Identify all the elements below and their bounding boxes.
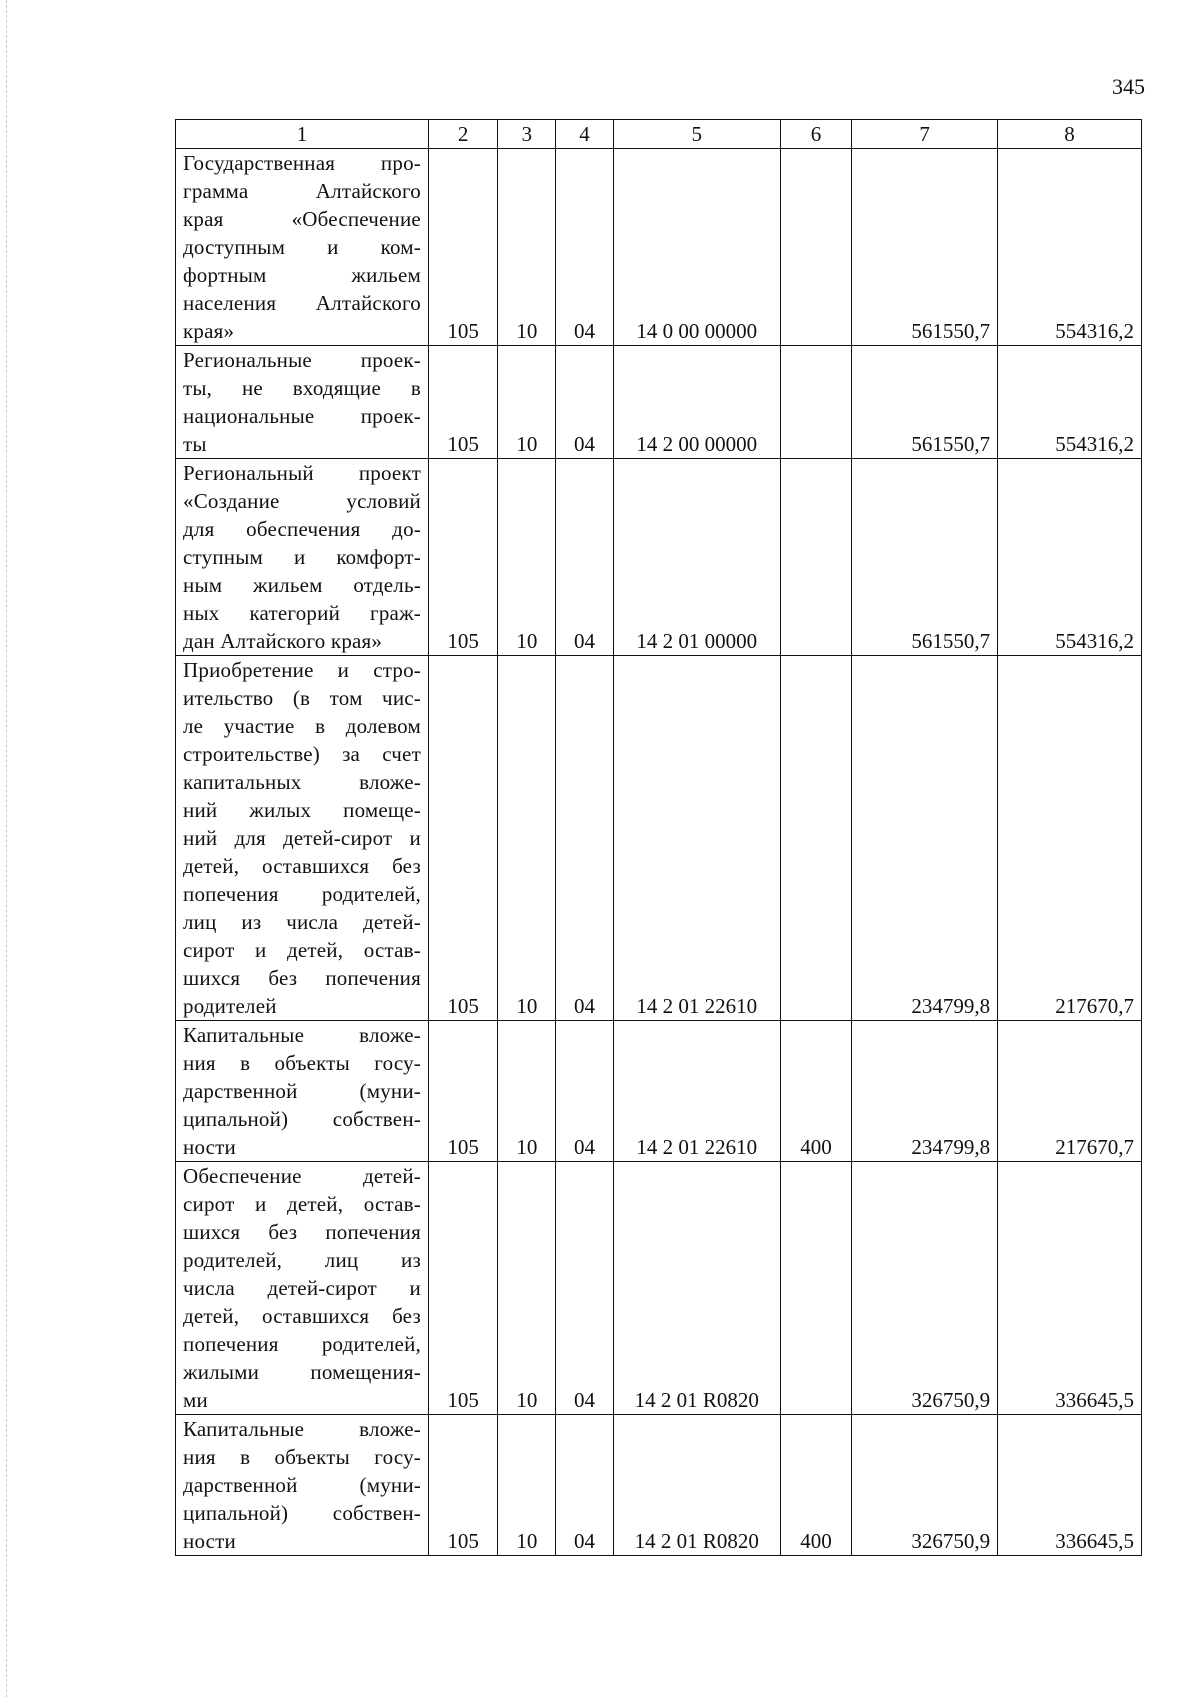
row-name-line: дарственной (муни- <box>183 1473 421 1497</box>
ministry-code-cell: 105 <box>428 1021 497 1162</box>
target-article-cell: 14 2 01 00000 <box>613 459 780 656</box>
row-name-line: Региональный проект <box>183 461 421 485</box>
column-header-8: 8 <box>998 120 1142 149</box>
expense-type-cell <box>780 346 851 459</box>
row-name-line: ний жилых помеще- <box>183 798 421 822</box>
amount-year-1-cell: 561550,7 <box>852 346 998 459</box>
amount-year-2-cell: 217670,7 <box>998 656 1142 1021</box>
expense-type-cell <box>780 1162 851 1415</box>
row-name-line: для обеспечения до- <box>183 517 421 541</box>
row-name-line: Государственная про- <box>183 151 421 175</box>
row-name-line: попечения родителей, <box>183 1332 421 1356</box>
section-code-cell: 10 <box>498 1021 556 1162</box>
amount-year-1-cell: 561550,7 <box>852 459 998 656</box>
row-name-line: родителей <box>183 994 277 1018</box>
row-name-line: ительство (в том чис- <box>183 686 421 710</box>
column-header-4: 4 <box>556 120 613 149</box>
table-row <box>176 149 1142 346</box>
row-name-line: ты <box>183 432 207 456</box>
row-name-line: сирот и детей, остав- <box>183 938 421 962</box>
row-name-line: ности <box>183 1529 236 1553</box>
row-name-line: шихся без попечения <box>183 966 421 990</box>
amount-year-1-cell: 326750,9 <box>852 1415 998 1556</box>
subsection-code-cell: 04 <box>556 1415 613 1556</box>
row-name-line: Приобретение и стро- <box>183 658 421 682</box>
ministry-code-cell: 105 <box>428 459 497 656</box>
row-name-cell <box>176 149 429 346</box>
row-name-line: шихся без попечения <box>183 1220 421 1244</box>
table-row <box>176 1021 1142 1162</box>
expense-type-cell <box>780 656 851 1021</box>
row-name-line: ты, не входящие в <box>183 376 421 400</box>
subsection-code-cell: 04 <box>556 346 613 459</box>
row-name-line: ния в объекты госу- <box>183 1051 421 1075</box>
row-name-cell <box>176 656 429 1021</box>
subsection-code-cell: 04 <box>556 1162 613 1415</box>
row-name-line: ле участие в долевом <box>183 714 421 738</box>
row-name-line: края» <box>183 319 235 343</box>
amount-year-1-cell: 234799,8 <box>852 1021 998 1162</box>
ministry-code-cell: 105 <box>428 1162 497 1415</box>
row-name-line: края «Обеспечение <box>183 207 421 231</box>
column-header-2: 2 <box>428 120 497 149</box>
row-name-cell <box>176 1021 429 1162</box>
subsection-code-cell: 04 <box>556 656 613 1021</box>
row-name-line: родителей, лиц из <box>183 1248 421 1272</box>
row-name-cell <box>176 346 429 459</box>
row-name-line: доступным и ком- <box>183 235 421 259</box>
scan-edge-line <box>6 0 7 1697</box>
amount-year-2-cell: 554316,2 <box>998 149 1142 346</box>
ministry-code-cell: 105 <box>428 149 497 346</box>
amount-year-2-cell: 554316,2 <box>998 459 1142 656</box>
ministry-code-cell: 105 <box>428 1415 497 1556</box>
target-article-cell: 14 2 01 22610 <box>613 656 780 1021</box>
amount-year-2-cell: 554316,2 <box>998 346 1142 459</box>
section-code-cell: 10 <box>498 1162 556 1415</box>
row-name-line: грамма Алтайского <box>183 179 421 203</box>
row-name-line: лиц из числа детей- <box>183 910 421 934</box>
ministry-code-cell: 105 <box>428 656 497 1021</box>
table-row <box>176 1162 1142 1415</box>
amount-year-1-cell: 561550,7 <box>852 149 998 346</box>
expense-type-cell: 400 <box>780 1021 851 1162</box>
expense-type-cell: 400 <box>780 1415 851 1556</box>
amount-year-1-cell: 234799,8 <box>852 656 998 1021</box>
column-header-5: 5 <box>613 120 780 149</box>
row-name-line: ным жильем отдель- <box>183 573 421 597</box>
column-header-3: 3 <box>498 120 556 149</box>
row-name-line: детей, оставшихся без <box>183 854 421 878</box>
row-name-line: дарственной (муни- <box>183 1079 421 1103</box>
amount-year-2-cell: 217670,7 <box>998 1021 1142 1162</box>
section-code-cell: 10 <box>498 656 556 1021</box>
row-name-line: ний для детей-сирот и <box>183 826 421 850</box>
expense-type-cell <box>780 459 851 656</box>
expense-type-cell <box>780 149 851 346</box>
ministry-code-cell: 105 <box>428 346 497 459</box>
target-article-cell: 14 2 01 R0820 <box>613 1415 780 1556</box>
row-name-line: ципальной) собствен- <box>183 1107 421 1131</box>
target-article-cell: 14 2 01 22610 <box>613 1021 780 1162</box>
table-row <box>176 656 1142 1021</box>
table-row <box>176 459 1142 656</box>
row-name-cell <box>176 1415 429 1556</box>
row-name-line: детей, оставшихся без <box>183 1304 421 1328</box>
target-article-cell: 14 2 01 R0820 <box>613 1162 780 1415</box>
row-name-line: ципальной) собствен- <box>183 1501 421 1525</box>
page-number: 345 <box>1112 74 1145 99</box>
budget-table <box>175 119 1142 1556</box>
section-code-cell: 10 <box>498 346 556 459</box>
subsection-code-cell: 04 <box>556 1021 613 1162</box>
row-name-line: фортным жильем <box>183 263 421 287</box>
amount-year-2-cell: 336645,5 <box>998 1162 1142 1415</box>
row-name-line: ми <box>183 1388 208 1412</box>
section-code-cell: 10 <box>498 1415 556 1556</box>
row-name-cell <box>176 459 429 656</box>
row-name-line: строительстве) за счет <box>183 742 421 766</box>
row-name-line: населения Алтайского <box>183 291 421 315</box>
target-article-cell: 14 2 00 00000 <box>613 346 780 459</box>
row-name-line: дан Алтайского края» <box>183 629 383 653</box>
row-name-line: попечения родителей, <box>183 882 421 906</box>
row-name-line: жилыми помещения- <box>183 1360 421 1384</box>
table-body <box>176 149 1142 1556</box>
row-name-line: ности <box>183 1135 236 1159</box>
row-name-line: капитальных вложе- <box>183 770 421 794</box>
row-name-line: числа детей-сирот и <box>183 1276 421 1300</box>
table-row <box>176 1415 1142 1556</box>
section-code-cell: 10 <box>498 459 556 656</box>
target-article-cell: 14 0 00 00000 <box>613 149 780 346</box>
row-name-line: Региональные проек- <box>183 348 421 372</box>
header-row <box>176 120 1142 149</box>
column-header-6: 6 <box>780 120 851 149</box>
amount-year-1-cell: 326750,9 <box>852 1162 998 1415</box>
row-name-line: Капитальные вложе- <box>183 1023 421 1047</box>
row-name-line: ных категорий граж- <box>183 601 421 625</box>
amount-year-2-cell: 336645,5 <box>998 1415 1142 1556</box>
subsection-code-cell: 04 <box>556 459 613 656</box>
column-header-1: 1 <box>176 120 429 149</box>
row-name-line: Обеспечение детей- <box>183 1164 421 1188</box>
section-code-cell: 10 <box>498 149 556 346</box>
subsection-code-cell: 04 <box>556 149 613 346</box>
row-name-line: ния в объекты госу- <box>183 1445 421 1469</box>
table-row <box>176 346 1142 459</box>
row-name-line: Капитальные вложе- <box>183 1417 421 1441</box>
row-name-cell <box>176 1162 429 1415</box>
row-name-line: сирот и детей, остав- <box>183 1192 421 1216</box>
column-header-7: 7 <box>852 120 998 149</box>
row-name-line: национальные проек- <box>183 404 421 428</box>
row-name-line: ступным и комфорт- <box>183 545 421 569</box>
row-name-line: «Создание условий <box>183 489 421 513</box>
